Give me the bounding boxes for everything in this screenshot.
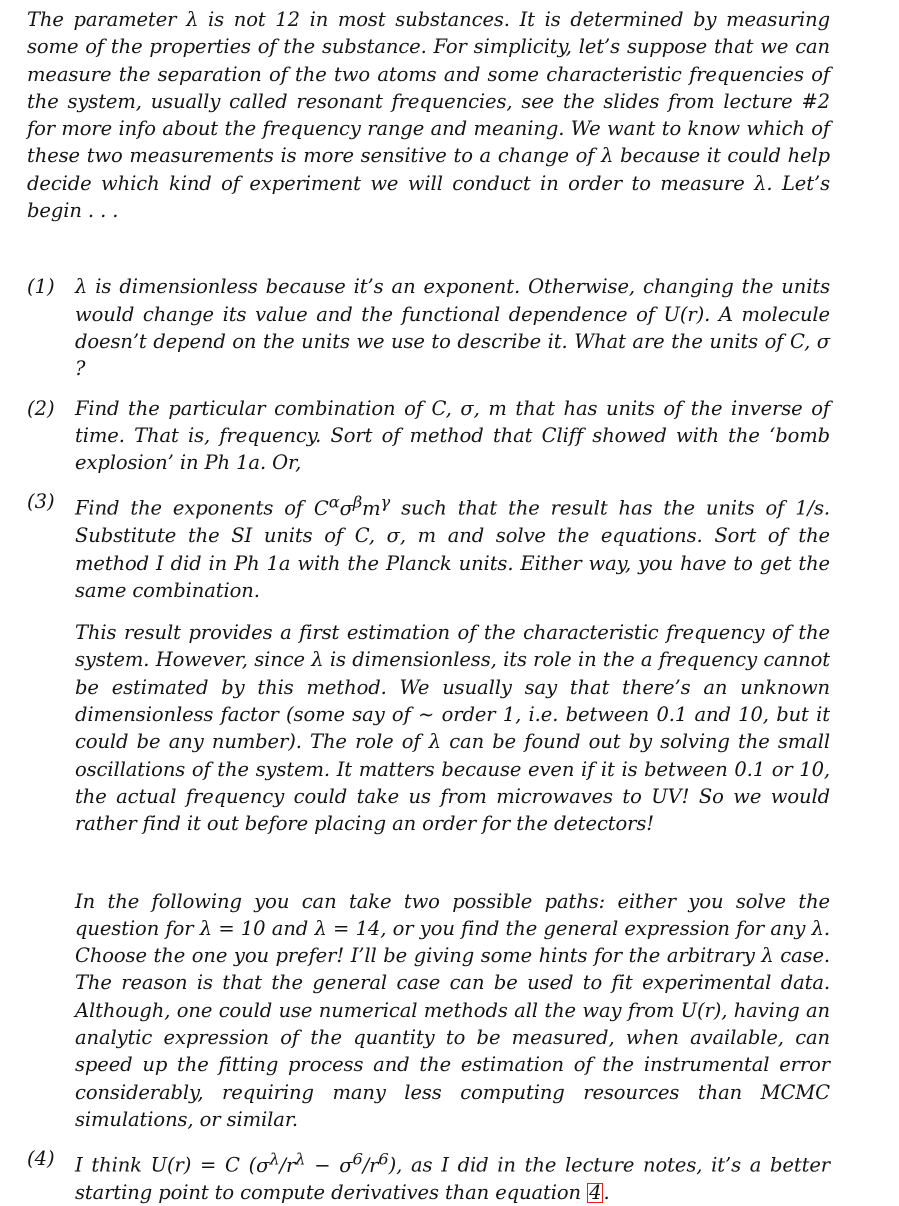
document-page <box>27 6 830 1206</box>
item-text: Find the exponents of $C^\alpha\sigma^\beta m^\gamma$ such that the result has the units of 1/s. Substitute the SI units of C, σ, m and solve the equations. Sort of the method I did in Ph 1a with the Planck units. Either way, you have to get the same combination. <box>75 492 830 602</box>
hint-paragraph: In the following you can take two possible paths: either you solve the question for λ = 10 and λ = 14, or you find the general expression for any λ. Choose the one you prefer! I’ll be giving some hints for the arbitrary λ case. The reason is that the general case can be used to fit experimental data. Although, one could use numerical methods all the way from U(r), having an analytic expression of the quantity to be measured, when available, can speed up the fitting process and the estimation of the instrumental error considerably, requiring many less computing resources than MCMC simulations, or similar. <box>75 889 830 1131</box>
item-number: (3) <box>27 490 55 514</box>
potential-formula: $\sigma^\lambda/r^\lambda - \sigma^6/r^6$ <box>256 1149 389 1177</box>
equation-reference-link[interactable]: 4 <box>589 1180 602 1204</box>
intro-paragraph: The parameter λ is not 12 in most substances. It is determined by measuring some of the properties of the substance. For simplicity, let’s suppose that we can measure the separation of the two atoms and some characteristic frequencies of the system, usually called resonant frequencies, see the slides from lecture #2 for more info about the frequency range and meaning. We want to know which of these two measurements is more sensitive to a change of λ because it could help decide which kind of experiment we will conduct in order to measure λ. Let’s begin . . . <box>27 8 830 223</box>
item-text: λ is dimensionless because it’s an exponent. Otherwise, changing the units would change its value and the functional dependence of U(r). A molecule doesn’t depend on the units we use to describe it. What are the units of C, σ ? <box>75 275 830 381</box>
item3-followup-paragraph: This result provides a first estimation of the characteristic frequency of the system. However, since λ is dimensionless, its role in the a frequency cannot be estimated by this method. We usually say that there’s an unknown dimensionless factor (some say of ∼ order 1, i.e. between 0.1 and 10, but it could be any number). The role of λ can be found out by solving the small oscillations of the system. It matters because even if it is between 0.1 or 10, the actual frequency could take us from microwaves to UV! So we would rather find it out before placing an order for the detectors! <box>75 621 830 836</box>
item-text: I think U(r) = C $(\sigma^\lambda/r^\lambda - \sigma^6/r^6)$, as I did in the lecture notes, it’s a better starting point to compute derivatives than equation 4 . <box>75 1149 831 1204</box>
item-number: (1) <box>27 275 55 299</box>
list-item-1 <box>27 273 830 382</box>
list-item-3 <box>27 488 830 604</box>
item-text: Find the particular combination of C, σ, m that has units of the inverse of time. That is, frequency. Sort of method that Cliff showed with the ‘bomb explosion’ in Ph 1a. Or, <box>75 396 830 475</box>
list-item-4 <box>27 1145 830 1206</box>
item-number: (4) <box>27 1147 55 1171</box>
list-item-2 <box>27 395 830 477</box>
exponent-expression: $C^\alpha\sigma^\beta m^\gamma$ <box>313 492 391 520</box>
item-number: (2) <box>27 396 55 420</box>
